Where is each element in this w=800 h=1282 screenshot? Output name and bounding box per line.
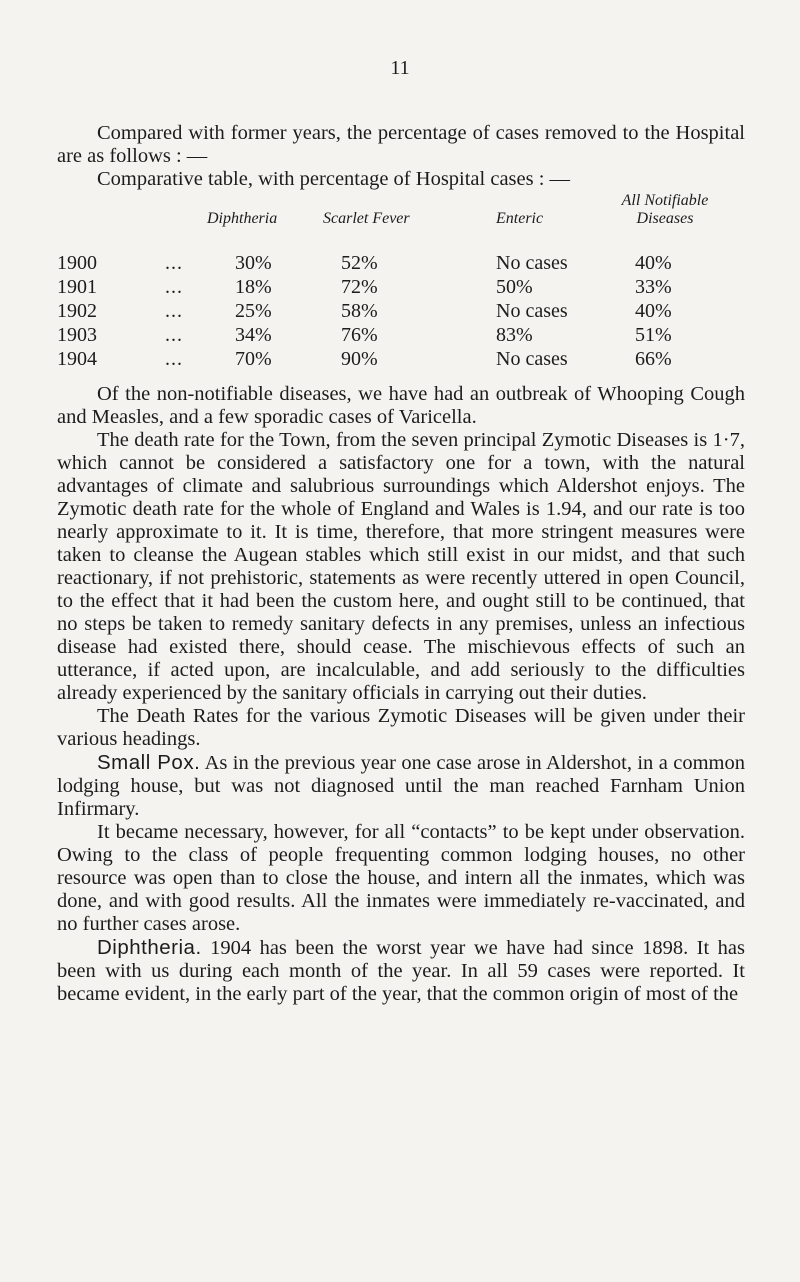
- diphtheria-cell: 30%: [235, 252, 272, 274]
- year-cell: 1904: [57, 348, 97, 370]
- scarlet-fever-cell: 76%: [341, 324, 378, 346]
- year-cell: 1902: [57, 300, 97, 322]
- leader-dots: ...: [165, 348, 183, 370]
- body-paragraph: [57, 705, 745, 751]
- leader-dots: ...: [165, 324, 183, 346]
- all-notifiable-cell: 51%: [635, 324, 672, 346]
- body-paragraph: [57, 429, 745, 705]
- all-notifiable-cell: 40%: [635, 300, 672, 322]
- header-scarlet-fever: Scarlet Fever: [323, 210, 410, 227]
- body-paragraph: [57, 936, 745, 1006]
- table-row: [57, 348, 745, 372]
- intro-paragraph: Compared with former years, the percentage of cases removed to the Hospital are as follows : —: [57, 122, 745, 167]
- body-paragraph: [57, 751, 745, 821]
- table-header: [57, 192, 745, 252]
- paragraph-text: The death rate for the Town, from the seven principal Zymotic Diseases is 1·7, which cannot be considered a satisfactory one for a town, with the natural advantages of climate and salubrious surroundings which Aldershot enjoys. The Zymotic death rate for the whole of England and Wales is 1.94, and our rate is too nearly approximate to it. It is time, therefore, that more stringent measures were taken to cleanse the Augean stables which still exist in our midst, and that such reactionary, if not prehistoric, statements as were recently uttered in open Council, to the effect that it had been the custom here, and ought still to be continued, that no steps be taken to remedy sanitary defects in any premises, unless an infectious disease had existed there, should cease. The mischievous effects of such an utterance, if acted upon, are incalculable, and add seriously to the difficulties already experienced by the sanitary officials in carrying out their duties.: [57, 429, 745, 704]
- enteric-cell: No cases: [496, 252, 568, 274]
- year-cell: 1901: [57, 276, 97, 298]
- all-notifiable-cell: 40%: [635, 252, 672, 274]
- scarlet-fever-cell: 58%: [341, 300, 378, 322]
- header-all-notifiable: All Notifiable Diseases: [621, 192, 709, 227]
- scarlet-fever-cell: 90%: [341, 348, 378, 370]
- leader-dots: ...: [165, 252, 183, 274]
- paragraph-text: The Death Rates for the various Zymotic Diseases will be given under their various headings.: [57, 705, 745, 750]
- enteric-cell: No cases: [496, 348, 568, 370]
- table-row: [57, 276, 745, 300]
- enteric-cell: 83%: [496, 324, 533, 346]
- paragraph-text: As in the previous year one case arose in Aldershot, in a common lodging house, but was not diagnosed until the man reached Farnham Union Infirmary.: [57, 752, 745, 820]
- year-cell: 1900: [57, 252, 97, 274]
- enteric-cell: 50%: [496, 276, 533, 298]
- year-cell: 1903: [57, 324, 97, 346]
- intro-section: [57, 122, 745, 191]
- diphtheria-cell: 70%: [235, 348, 272, 370]
- table-row: [57, 252, 745, 276]
- page-number: 11: [390, 57, 410, 79]
- table-row: [57, 300, 745, 324]
- enteric-cell: No cases: [496, 300, 568, 322]
- paragraph-text: Of the non-notifiable diseases, we have had an outbreak of Whooping Cough and Measles, and a few sporadic cases of Varicella.: [57, 383, 745, 428]
- header-enteric: Enteric: [496, 210, 544, 227]
- table-caption: Comparative table, with percentage of Hospital cases : —: [97, 168, 571, 190]
- body-paragraphs: [57, 383, 745, 1006]
- header-diphtheria: Diphtheria: [207, 210, 278, 227]
- diphtheria-cell: 18%: [235, 276, 272, 298]
- section-heading: Small Pox.: [97, 751, 201, 774]
- body-paragraph: [57, 821, 745, 936]
- leader-dots: ...: [165, 300, 183, 322]
- body-paragraph: [57, 383, 745, 429]
- diphtheria-cell: 34%: [235, 324, 272, 346]
- scarlet-fever-cell: 72%: [341, 276, 378, 298]
- leader-dots: ...: [165, 276, 183, 298]
- all-notifiable-cell: 66%: [635, 348, 672, 370]
- scarlet-fever-cell: 52%: [341, 252, 378, 274]
- paragraph-text: 1904 has been the worst year we have had since 1898. It has been with us during each month of the year. In all 59 cases were reported. It became evident, in the early part of the year, that the common origin of most of the: [57, 937, 745, 1005]
- hospital-cases-table: [57, 192, 745, 372]
- diphtheria-cell: 25%: [235, 300, 272, 322]
- table-row: [57, 324, 745, 348]
- table-body: [57, 252, 745, 372]
- section-heading: Diphtheria.: [97, 936, 202, 959]
- paragraph-text: It became necessary, however, for all “contacts” to be kept under observation. Owing to the class of people frequenting common lodging houses, no other resource was open than to close the house, and intern all the inmates, which was done, and with good results. All the inmates were immediately re-vaccinated, and no further cases arose.: [57, 821, 745, 935]
- all-notifiable-cell: 33%: [635, 276, 672, 298]
